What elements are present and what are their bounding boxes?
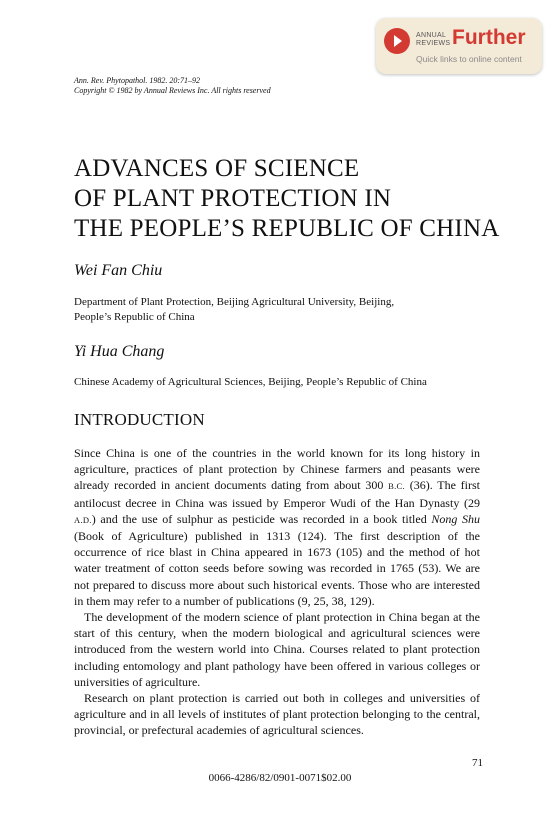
footer-code: 0066-4286/82/0901-0071$02.00	[208, 772, 352, 784]
paragraph: Research on plant protection is carried out both in colleges and universities of agriculture and in all levels of institutes of plant protection belonging to the central, provincial, or prefectural academies of agricultural sciences.	[74, 691, 480, 738]
author-name: Yi Hua Chang	[74, 343, 165, 360]
author-affiliation	[74, 295, 494, 325]
book-title: Nong Shu	[431, 511, 480, 526]
annual-reviews-brand	[416, 32, 450, 48]
body-text	[74, 445, 480, 739]
affiliation-line: People’s Republic of China	[74, 311, 195, 323]
citation-line: Ann. Rev. Phytopathol. 1982. 20:71–92	[74, 76, 201, 85]
author-affiliation	[74, 375, 494, 390]
further-word: Further	[452, 26, 526, 49]
further-subtitle: Quick links to online content	[416, 54, 522, 64]
copyright-line: Copyright © 1982 by Annual Reviews Inc. All rights reserved	[74, 86, 271, 95]
small-caps-bc: B.C.	[388, 481, 405, 492]
affiliation-line: Department of Plant Protection, Beijing Agricultural University, Beijing,	[74, 296, 395, 308]
title-line: ADVANCES OF SCIENCE	[74, 155, 360, 182]
title-line: OF PLANT PROTECTION IN	[74, 185, 392, 212]
section-heading: INTRODUCTION	[74, 410, 205, 429]
paragraph: Since China is one of the countries in the world known for its long history in agriculture, practices of plant protection by Chinese farmers and peasants were already recorded in ancient documents dating from about 300 B.C. (36). The first antilocust decree in China was issued by Emperor Wudi of the Han Dynasty (29 A.D.) and the use of sulphur as pesticide was recorded in a book titled Nong Shu (Book of Agriculture) published in 1313 (124). The first description of the occurrence of rice blast in China appeared in 1673 (105) and the method of hot water treatment of cotton seeds before sowing was recorded in 1765 (53). We are not prepared to discuss more about such historical events. Those who are interested in them may refer to a number of publications (9, 25, 38, 129).	[74, 446, 481, 608]
page-number: 71	[472, 757, 483, 769]
small-caps-ad: A.D.	[74, 514, 92, 525]
paragraph: The development of the modern science of plant protection in China began at the start of this century, when the modern biological and agricultural sciences were introduced from the western world into China. Courses related to plant protection including entomology and plant pathology have been offered in various colleges or universities of agriculture.	[74, 610, 480, 689]
play-arrow-icon	[384, 28, 410, 54]
title-line: THE PEOPLE’S REPUBLIC OF CHINA	[74, 215, 500, 242]
journal-citation	[74, 76, 271, 96]
article-title	[74, 154, 534, 244]
brand-line-reviews: REVIEWS	[416, 40, 451, 47]
brand-line-annual: ANNUAL	[416, 32, 447, 39]
affiliation-line: Chinese Academy of Agricultural Sciences, Beijing, People’s Republic of China	[74, 376, 427, 388]
further-links-badge[interactable]	[376, 18, 542, 74]
author-name: Wei Fan Chiu	[74, 262, 163, 279]
